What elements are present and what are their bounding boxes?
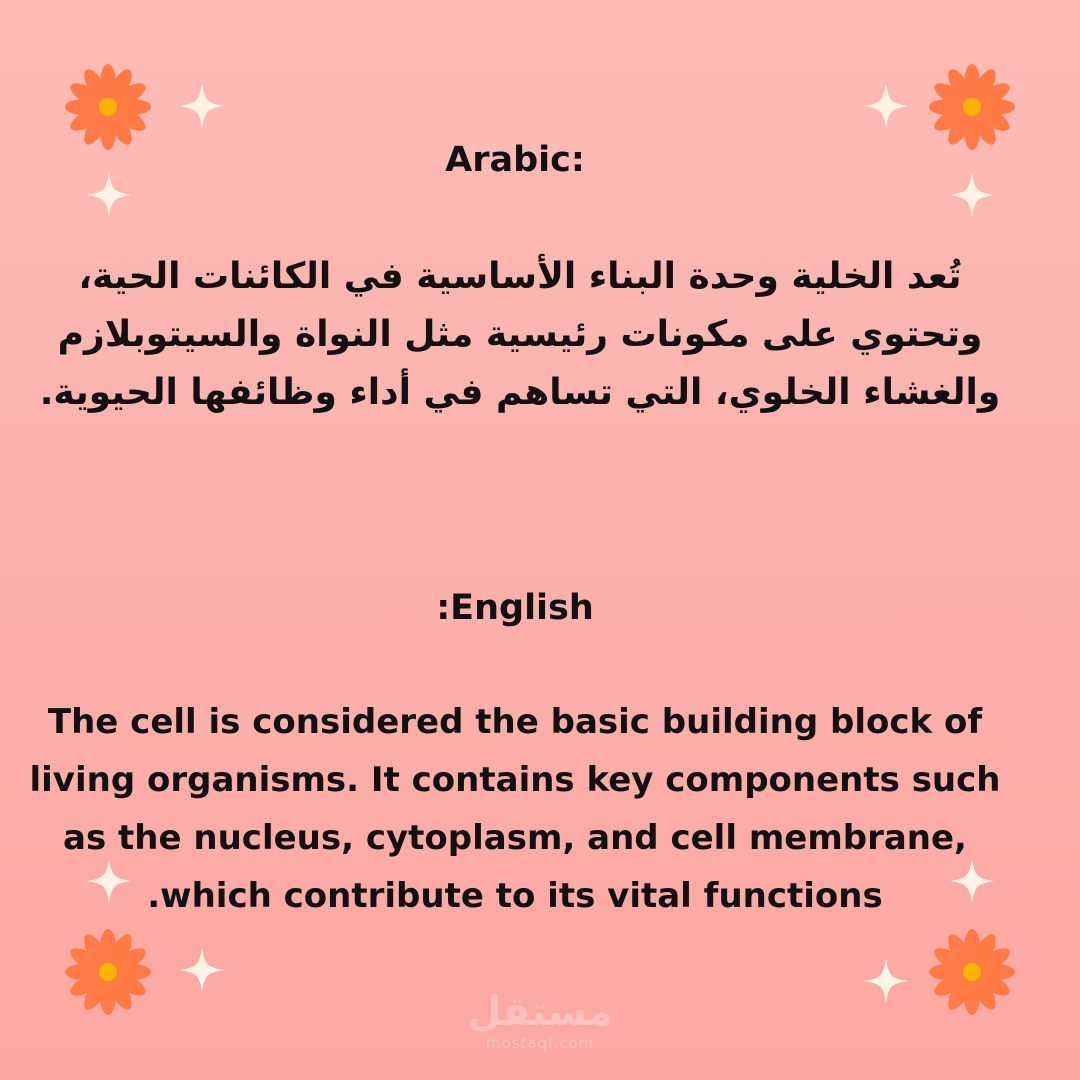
sparkle-icon xyxy=(179,947,225,993)
english-line: .which contribute to its vital functions xyxy=(147,876,883,916)
flower-icon xyxy=(927,62,1017,152)
english-heading: :English xyxy=(436,588,594,628)
english-line: The cell is considered the basic building block of xyxy=(47,702,983,742)
english-line: living organisms. It contains key components such xyxy=(29,760,1001,800)
flower-icon xyxy=(63,62,153,152)
watermark-site: mostaql.com xyxy=(485,1034,595,1052)
arabic-line: تُعد الخلية وحدة البناء الأساسية في الكائنات الحية، xyxy=(78,256,962,297)
sparkle-icon xyxy=(863,958,909,1004)
sparkle-icon xyxy=(863,83,909,129)
arabic-heading: Arabic: xyxy=(445,140,585,180)
arabic-line: والغشاء الخلوي، التي تساهم في أداء وظائفها الحيوية. xyxy=(39,372,1001,413)
watermark-logo: مستقل xyxy=(466,989,614,1035)
arabic-line: وتحتوي على مكونات رئيسية مثل النواة والسيتوبلازم xyxy=(57,314,983,355)
watermark xyxy=(440,990,640,1052)
flower-icon xyxy=(927,927,1017,1017)
sparkle-icon xyxy=(179,83,225,129)
english-paragraph xyxy=(0,693,1030,925)
arabic-paragraph xyxy=(30,248,1010,422)
english-line: as the nucleus, cytoplasm, and cell membrane, xyxy=(63,818,967,858)
flower-icon xyxy=(63,927,153,1017)
